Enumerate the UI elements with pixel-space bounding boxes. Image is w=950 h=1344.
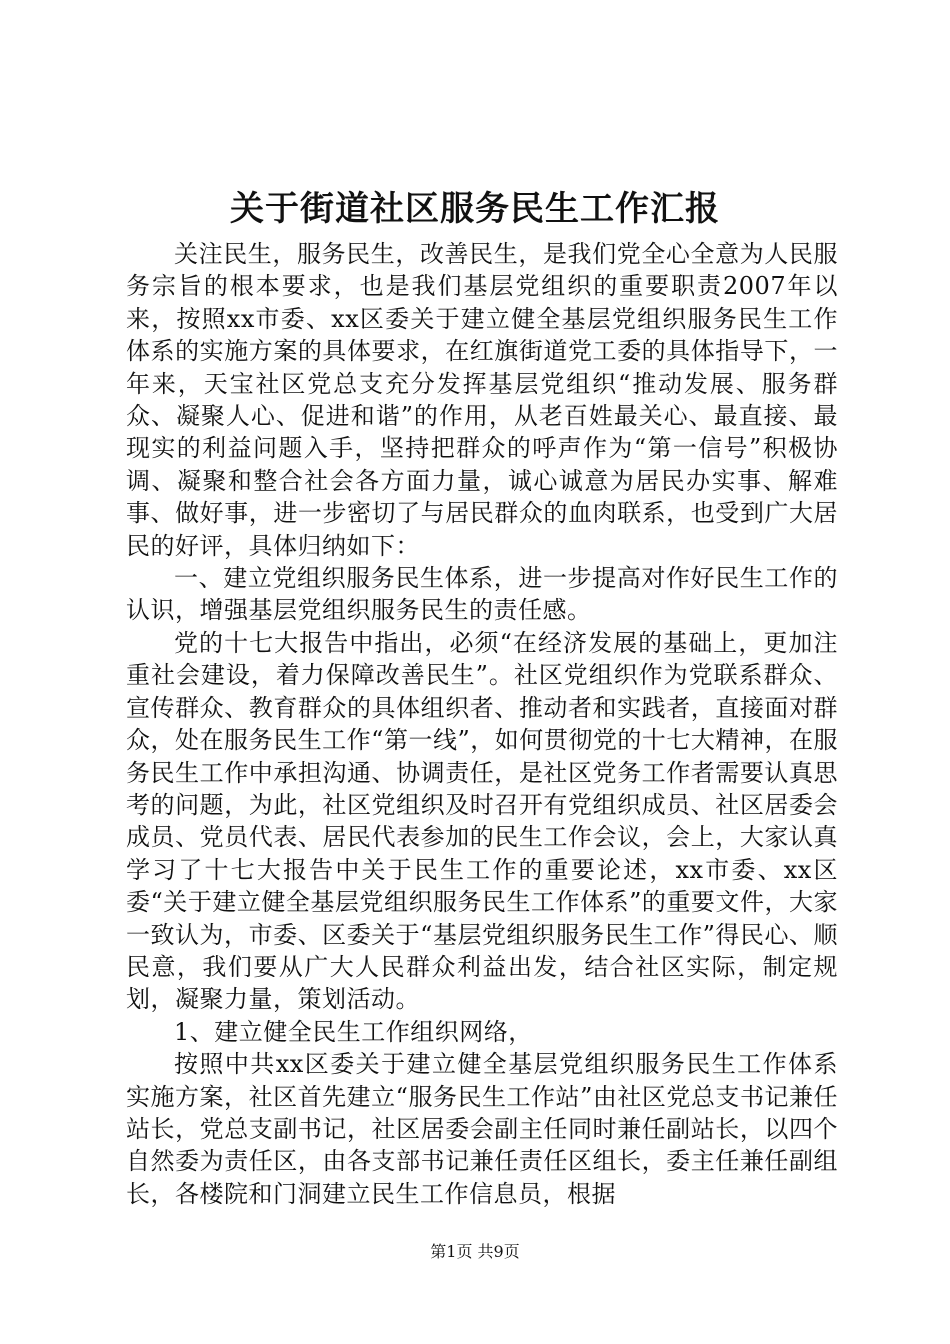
document-body	[126, 238, 838, 1210]
paragraph-section-body: 党的十七大报告中指出，必须“在经济发展的基础上，更加注重社会建设，着力保障改善民生”。社区党组织作为党联系群众、宣传群众、教育群众的具体组织者、推动者和实践者，直接面对群众，处在服务民生工作“第一线”，如何贯彻党的十七大精神，在服务民生工作中承担沟通、协调责任，是社区党务工作者需要认真思考的问题，为此，社区党组织及时召开有党组织成员、社区居委会成员、党员代表、居民代表参加的民生工作会议，会上，大家认真学习了十七大报告中关于民生工作的重要论述，xx市委、xx区委“关于建立健全基层党组织服务民生工作体系”的重要文件，大家一致认为，市委、区委关于“基层党组织服务民生工作”得民心、顺民意，我们要从广大人民群众利益出发，结合社区实际，制定规划，凝聚力量，策划活动。	[126, 628, 838, 1014]
document-title: 关于街道社区服务民生工作汇报	[230, 189, 720, 229]
paragraph-subsection-body: 按照中共xx区委关于建立健全基层党组织服务民生工作体系实施方案，社区首先建立“服务民生工作站”由社区党总支书记兼任站长，党总支副书记，社区居委会副主任同时兼任副站长，以四个自然委为责任区，由各支部书记兼任责任区组长，委主任兼任副组长，各楼院和门洞建立民生工作信息员，根据	[126, 1050, 838, 1208]
paragraph-section-heading: 一、建立党组织服务民生体系，进一步提高对作好民生工作的认识，增强基层党组织服务民生的责任感。	[126, 564, 838, 625]
page-footer: 第1页 共9页	[430, 1242, 520, 1261]
paragraph-intro: 关注民生，服务民生，改善民生，是我们党全心全意为人民服务宗旨的根本要求，也是我们基层党组织的重要职责2007年以来，按照xx市委、xx区委关于建立健全基层党组织服务民生工作体系的实施方案的具体要求，在红旗街道党工委的具体指导下，一年来，天宝社区党总支充分发挥基层党组织“推动发展、服务群众、凝聚人心、促进和谐”的作用，从老百姓最关心、最直接、最现实的利益问题入手，坚持把群众的呼声作为“第一信号”积极协调、凝聚和整合社会各方面力量，诚心诚意为居民办实事、解难事、做好事，进一步密切了与居民群众的血肉联系，也受到广大居民的好评，具体归纳如下：	[126, 240, 838, 560]
paragraph-subheading: 1、建立健全民生工作组织网络，	[174, 1017, 533, 1046]
